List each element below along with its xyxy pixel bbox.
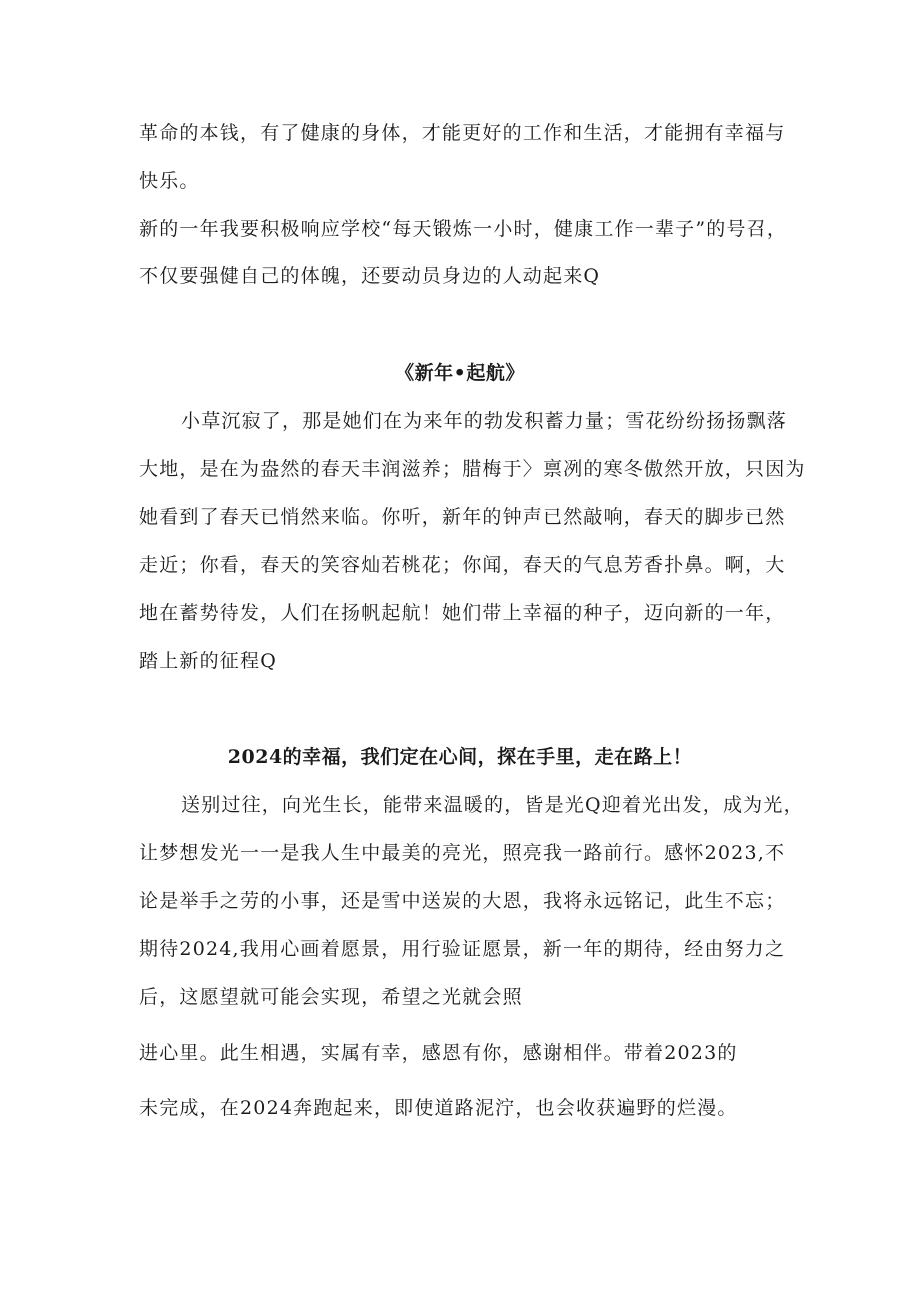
paragraph-line: 快乐。	[139, 170, 200, 192]
paragraph-line: 送别过往，向光生长，能带来温暖的，皆是光Q迎着光出发，成为光，	[181, 794, 804, 816]
paragraph-line: 进心里。此生相遇，实属有幸，感恩有你，感谢相伴。带着2023的	[139, 1042, 738, 1064]
paragraph-line: 小草沉寂了，那是她们在为来年的勃发积蓄力量；雪花纷纷扬扬飘落	[181, 410, 788, 432]
paragraph-line: 期待2024,我用心画着愿景，用行验证愿景，新一年的期待，经由努力之	[139, 938, 786, 960]
paragraph-line: 大地，是在为盎然的春天丰润滋养；腊梅于〉禀冽的寒冬傲然开放，只因为	[139, 458, 806, 480]
paragraph-line: 她看到了春天已悄然来临。你听，新年的钟声已然敲响，春天的脚步已然	[139, 506, 786, 528]
paragraph-line: 后，这愿望就可能会实现，希望之光就会照	[139, 986, 523, 1008]
paragraph-line: 未完成，在2024奔跑起来，即使道路泥泞，也会收获遍野的烂漫。	[139, 1097, 738, 1119]
section-title: 2024的幸福，我们定在心间，探在手里，走在路上！	[227, 746, 693, 768]
paragraph-line: 革命的本钱，有了健康的身体，才能更好的工作和生活，才能拥有幸福与	[139, 122, 786, 144]
paragraph-line: 论是举手之劳的小事，还是雪中送炭的大恩，我将永远铭记，此生不忘；	[139, 890, 786, 912]
paragraph-line: 不仅要强健自己的体魄，还要动员身边的人动起来Q	[139, 265, 601, 287]
paragraph-line: 新的一年我要积极响应学校“每天锻炼一小时，健康工作一辈子”的号召，	[139, 218, 788, 240]
paragraph-line: 踏上新的征程Q	[139, 650, 277, 672]
paragraph-line: 走近；你看，春天的笑容灿若桃花；你闻，春天的气息芳香扑鼻。啊，大	[139, 554, 786, 576]
section-title: 《新年•起航》	[395, 362, 525, 384]
paragraph-line: 地在蓄势待发，人们在扬帆起航！她们带上幸福的种子，迈向新的一年，	[139, 602, 786, 624]
paragraph-line: 让梦想发光一一是我人生中最美的亮光，照亮我一路前行。感怀2023,不	[139, 842, 786, 864]
